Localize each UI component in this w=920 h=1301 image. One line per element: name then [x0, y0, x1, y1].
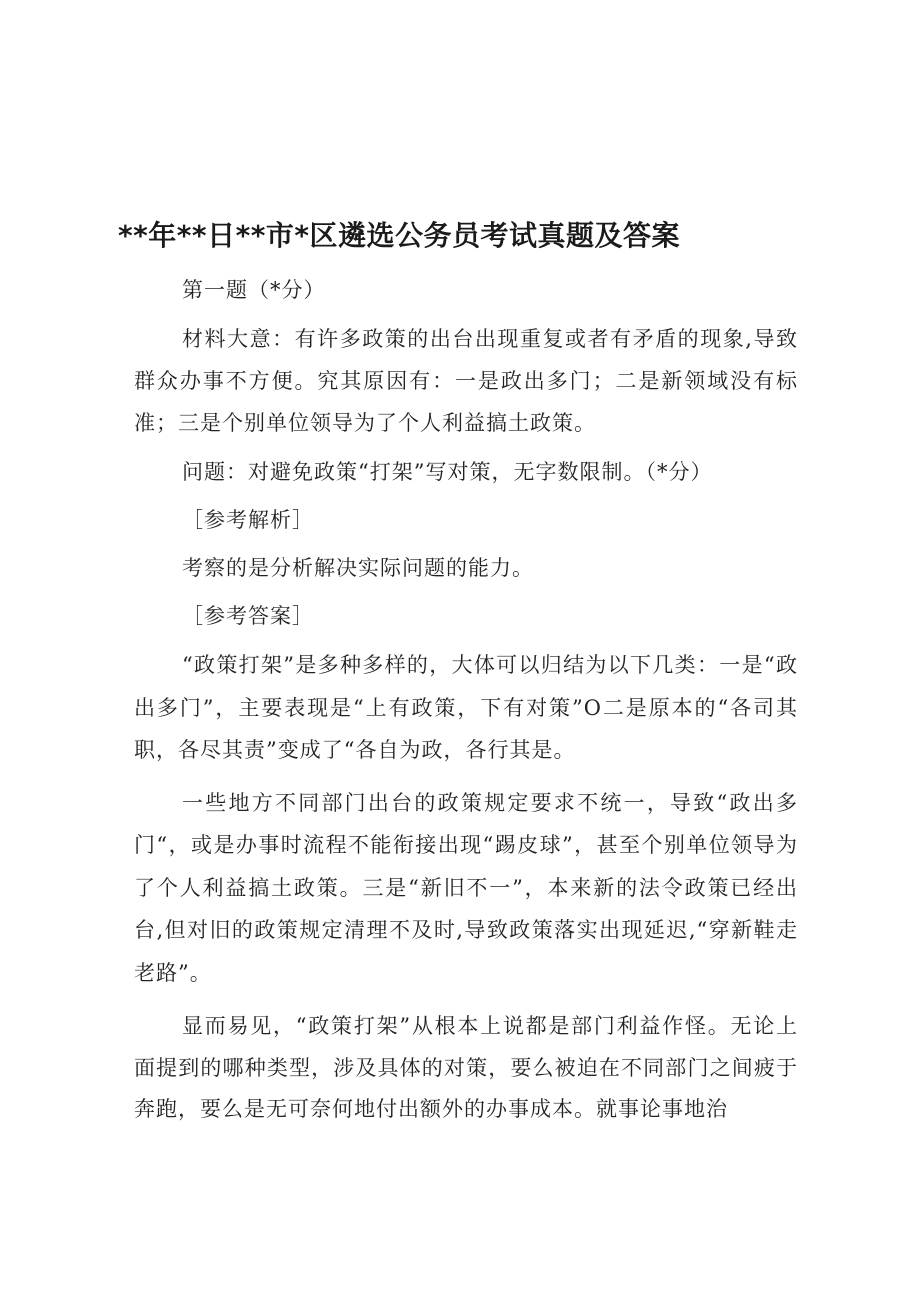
question-paragraph: 问题：对避免政策“打架”写对策，无字数限制。（*分） [182, 460, 713, 484]
answer-paragraph-2: 一些地方不同部门出台的政策规定要求不统一，导致“政出多门“，或是办事时流程不能衔接出现“踢皮球”，甚至个别单位领导为了个人利益搞土政策。三是“新旧不一”，本来新的法令政策已经出台,但对旧的政策规定清理不及时,导致政策落实出现延迟,“穿新鞋走老路”。 [134, 790, 798, 985]
question-heading: 第一题（*分） [182, 278, 326, 302]
answer-paragraph-1: “政策打架”是多种多样的，大体可以归结为以下几类：一是“政出多门”，主要表现是“上有政策，下有对策”O二是原本的“各司其职，各尽其责”变成了“各自为政，各行其是。 [134, 653, 798, 762]
analysis-paragraph: 考察的是分析解决实际问题的能力。 [182, 556, 534, 580]
material-summary-paragraph: 材料大意：有许多政策的出台出现重复或者有矛盾的现象,导致群众办事不方便。究其原因有：一是政出多门；二是新领域没有标准；三是个别单位领导为了个人利益搞土政策。 [134, 327, 798, 435]
answer-heading: ［参考答案］ [182, 604, 314, 628]
analysis-heading: ［参考解析］ [182, 508, 314, 532]
document-body [134, 270, 798, 1131]
document-title: **年**日**市*区遴选公务员考试真题及答案 [118, 219, 680, 252]
answer-paragraph-3: 显而易见，“政策打架”从根本上说都是部门利益作怪。无论上面提到的哪种类型，涉及具体的对策，要么被迫在不同部门之间疲于奔跑，要么是无可奈何地付出额外的办事成本。就事论事地治 [134, 1014, 798, 1121]
